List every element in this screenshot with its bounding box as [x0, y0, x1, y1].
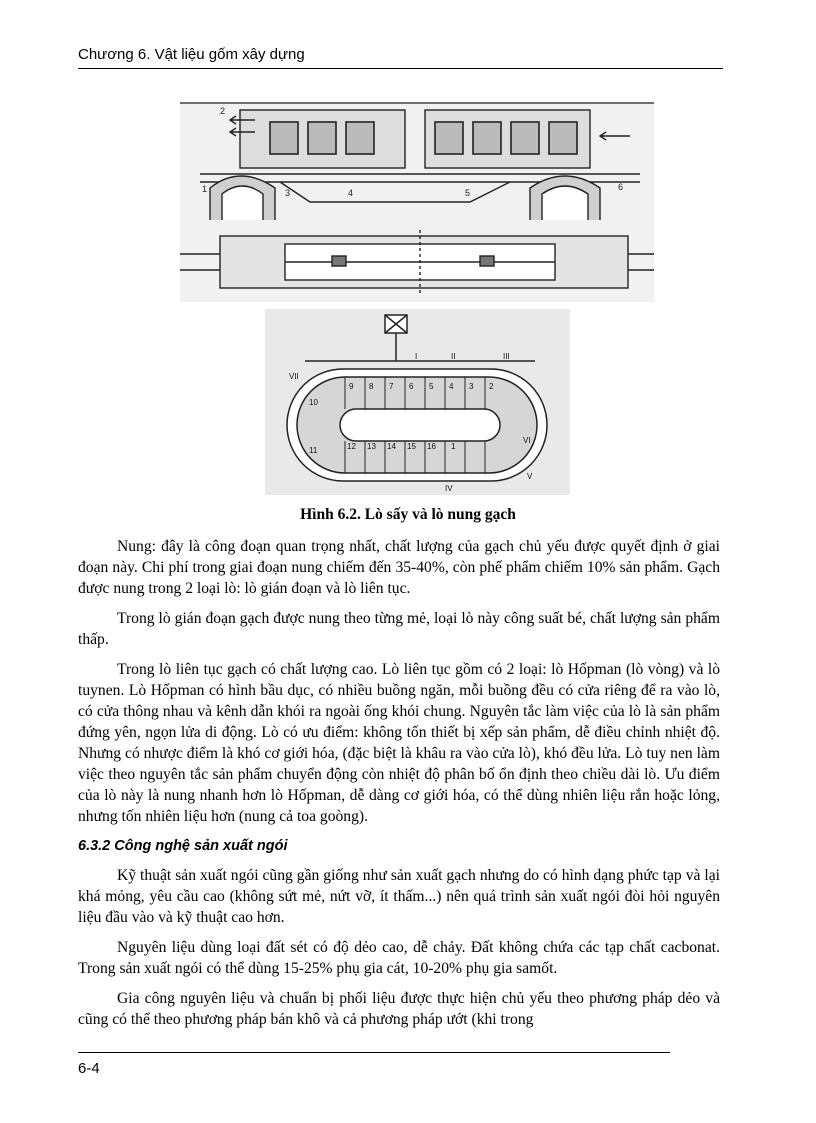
chamber-label: 16	[427, 442, 436, 451]
paragraph: Gia công nguyên liệu và chuẩn bị phối liệu được thực hiện chủ yếu theo phương pháp dẻo và cũng có thể theo phương pháp bán khô và cả phương pháp ướt (khi trong	[78, 990, 720, 1028]
mark-label: IV	[445, 484, 453, 493]
chamber-label: 6	[409, 382, 414, 391]
chamber-label: 9	[349, 382, 354, 391]
side-label: VII	[289, 372, 299, 381]
chapter-header: Chương 6. Vật liệu gốm xây dựng	[78, 46, 723, 69]
paragraph: Nguyên liệu dùng loại đất sét có độ dẻo cao, dễ chảy. Đất không chứa các tạp chất cacbonat. Trong sản xuất ngói có thể dùng 15-25% phụ gia cát, 10-20% phụ gia samốt.	[78, 939, 720, 977]
figure-caption: Hình 6.2. Lò sấy và lò nung gạch	[300, 506, 516, 523]
fig-label: 3	[285, 188, 291, 198]
paragraph: Trong lò liên tục gạch có chất lượng cao. Lò liên tục gồm có 2 loại: lò Hốpman (lò vòng) và lò tuynen. Lò Hốpman có hình bầu dục, có nhiều buồng ngăn, mỗi buồng đều có cửa riêng để ra vào lò, có cửa thông nhau và kênh dẫn khói ra ngoài ống khói chung. Nguyên tắc làm việc của lò là sản phẩm đứng yên, ngọn lửa di động. Lò có ưu điểm: không tốn thiết bị xếp sản phẩm, dễ điều chỉnh nhiệt độ. Nhưng có nhược điểm là khó cơ giới hóa, (đặc biệt là khâu ra vào cửa lò), khó đều lửa. Lò tuy nen làm việc theo nguyên tắc sản phẩm chuyển động còn nhiệt độ phân bố ổn định theo chiều dài lò. Ưu điểm của lò này là nung nhanh hơn lò Hốpman, dễ dàng cơ giới hóa, có thể dùng nhiên liệu rắn hoặc lỏng, nhưng tốn nhiên liệu hơn (nung cả toa goòng).	[78, 661, 720, 825]
page-number: 6-4	[78, 1060, 100, 1077]
footer-divider	[78, 1052, 670, 1053]
fig-label: 5	[465, 188, 471, 198]
mark-label: I	[415, 352, 418, 361]
tunnel-kiln-figure	[180, 102, 654, 302]
body-text	[78, 536, 720, 1039]
chamber-label: 5	[429, 382, 434, 391]
chamber-label: 8	[369, 382, 374, 391]
fig-label: 6	[618, 182, 624, 192]
mark-label: V	[527, 472, 533, 481]
chamber-label: 14	[387, 442, 396, 451]
side-label: VI	[523, 436, 531, 445]
paragraph: Kỹ thuật sản xuất ngói cũng gần giống như sản xuất gạch nhưng do có hình dạng phức tạp và lại khá mỏng, yêu cầu cao (không sứt mẻ, nứt vỡ, ít thấm...) nên quá trình sản xuất ngói đòi hỏi nguyên liệu đầu vào và kỹ thuật cao hơn.	[78, 867, 720, 926]
chamber-label: 7	[389, 382, 394, 391]
section-heading: 6.3.2 Công nghệ sản xuất ngói	[78, 838, 288, 854]
paragraph: Nung: đây là công đoạn quan trọng nhất, chất lượng của gạch chủ yếu được quyết định ở giai đoạn này. Chi phí trong giai đoạn nung chiếm đến 35-40%, còn phế phẩm chiếm 10% sản phẩm. Gạch được nung trong 2 loại lò: lò gián đoạn và lò liên tục.	[78, 538, 720, 597]
side-label: 10	[309, 398, 318, 407]
fig-label: 2	[220, 106, 226, 116]
chamber-label: 1	[451, 442, 456, 451]
chamber-label: 15	[407, 442, 416, 451]
ring-kiln-figure	[265, 309, 570, 495]
mark-label: II	[451, 352, 456, 361]
fig-label: 1	[202, 184, 208, 194]
mark-label: III	[503, 352, 510, 361]
chamber-label: 2	[489, 382, 494, 391]
chamber-label: 3	[469, 382, 474, 391]
paragraph: Trong lò gián đoạn gạch được nung theo từng mẻ, loại lò này công suất bé, chất lượng sản phẩm thấp.	[78, 610, 720, 648]
side-label: 11	[309, 446, 318, 455]
chamber-label: 12	[347, 442, 356, 451]
chamber-label: 13	[367, 442, 376, 451]
fig-label: 4	[348, 188, 354, 198]
kiln-plan-drawing	[180, 230, 654, 294]
chamber-label: 4	[449, 382, 454, 391]
